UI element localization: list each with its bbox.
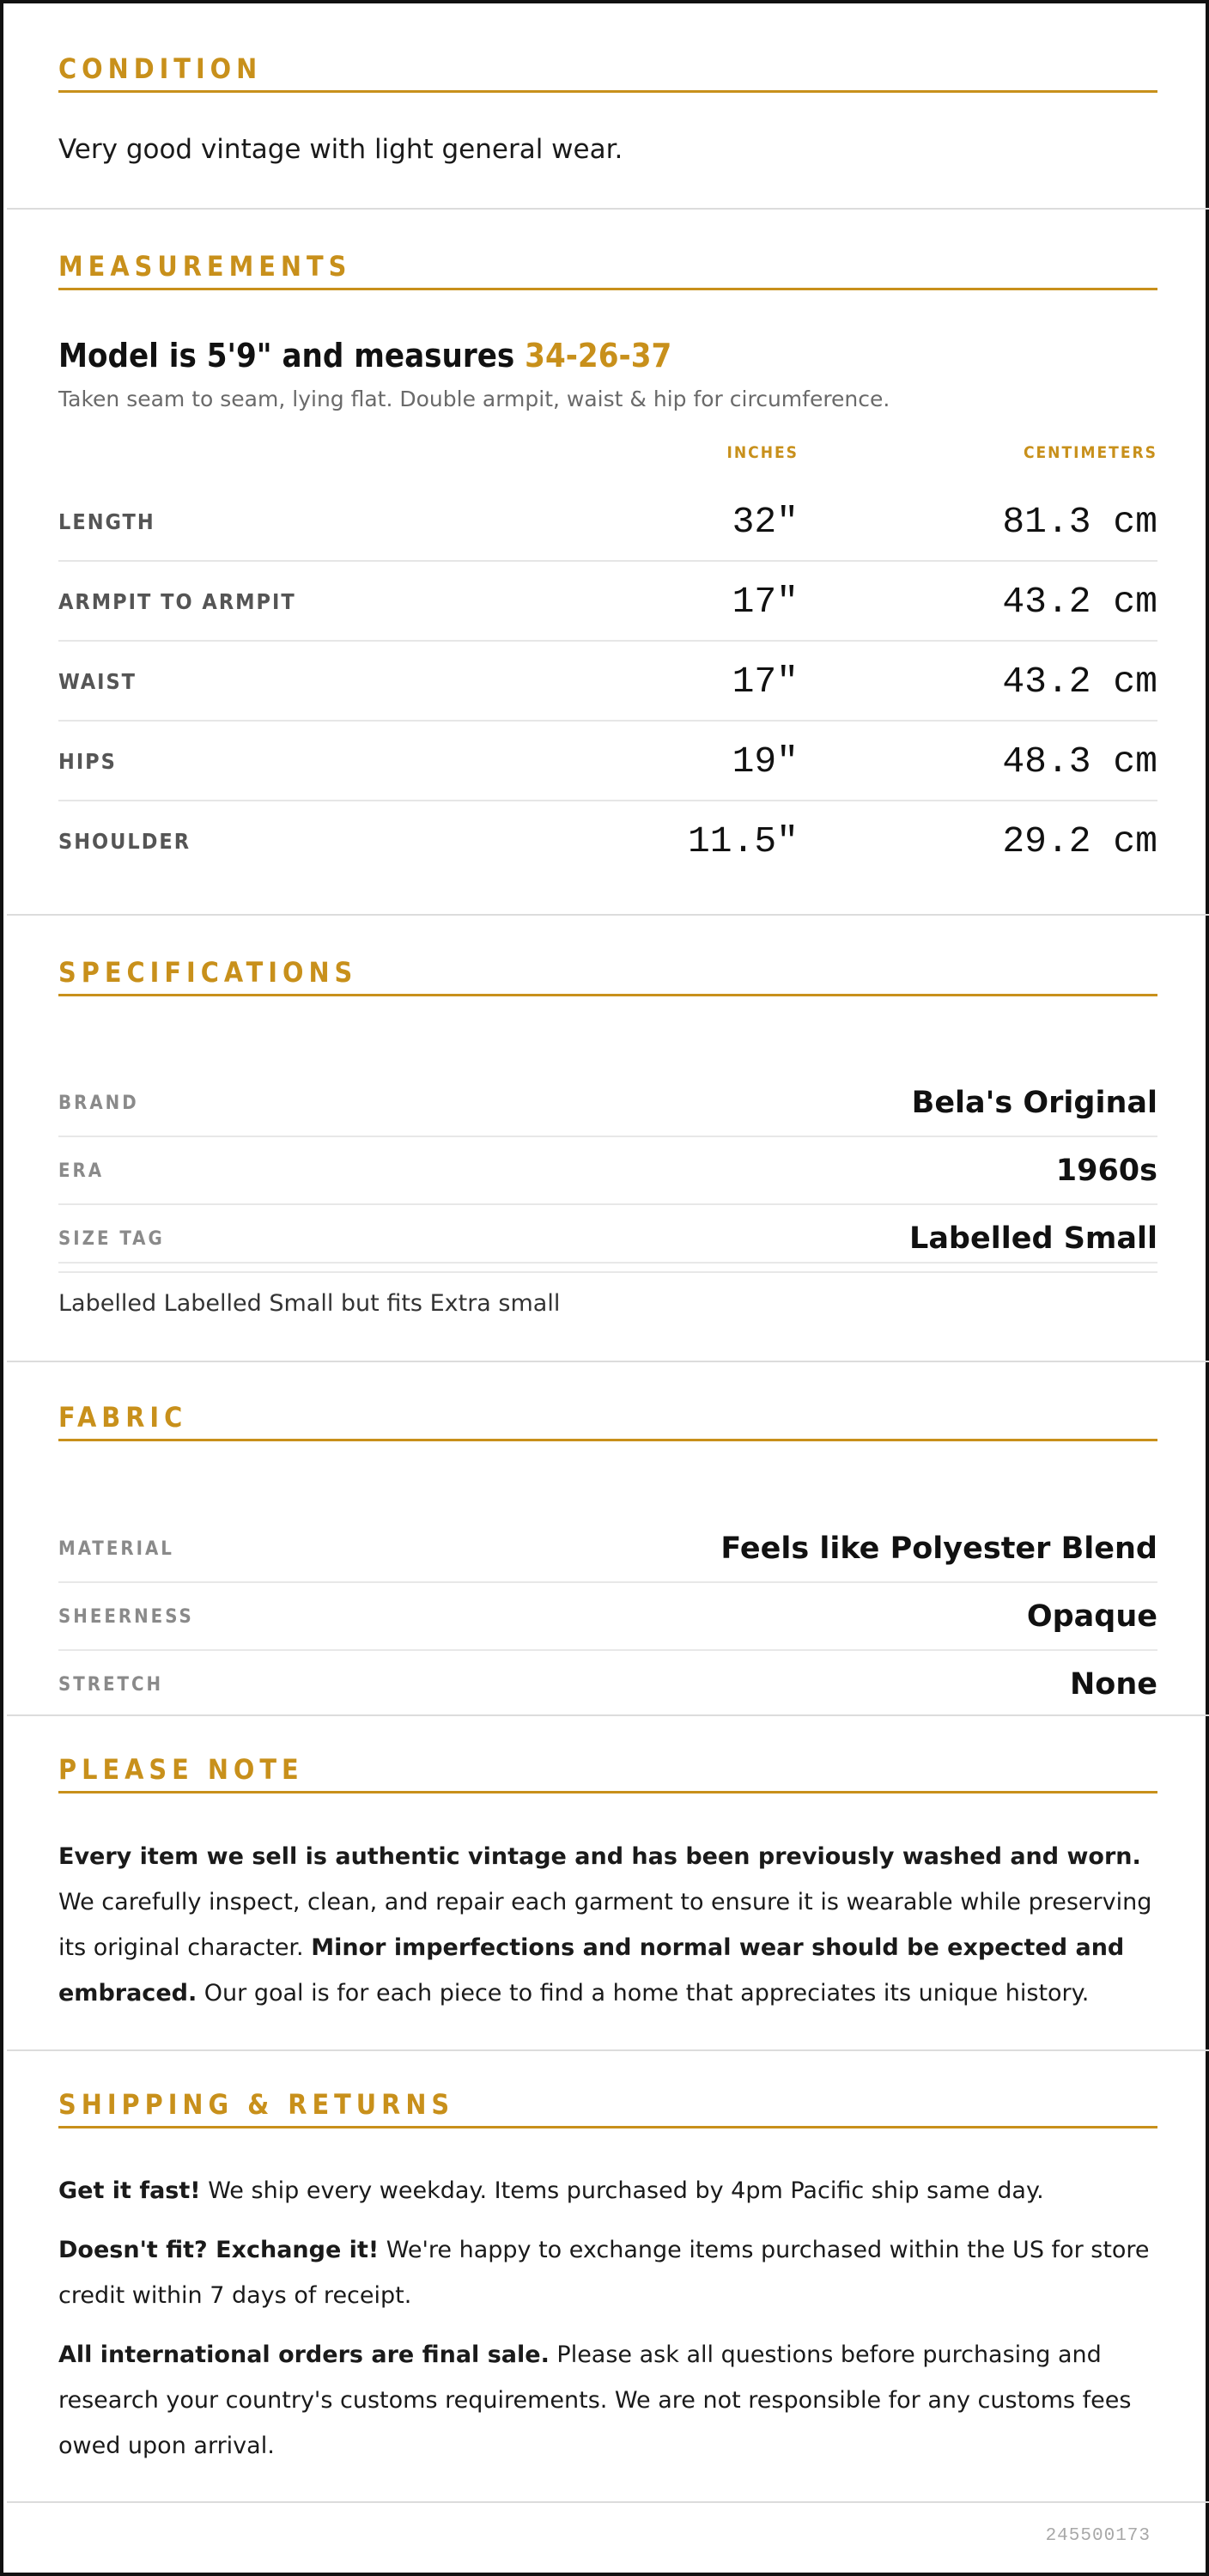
measurement-cm: 29.2 cm — [1002, 820, 1157, 862]
condition-heading: CONDITION — [58, 50, 1157, 93]
column-header-inches: INCHES — [726, 443, 799, 462]
please-note-bold-2: Minor imperfections and normal wear should be expected and embraced. — [58, 1934, 1125, 2007]
fabric-value: Feels like Polyester Blend — [720, 1532, 1157, 1566]
please-note-section — [7, 1716, 1209, 2051]
shipping-bold-2: Doesn't fit? Exchange it! — [58, 2237, 380, 2263]
measurement-inches: 17" — [732, 661, 799, 703]
fabric-value: Opaque — [1026, 1599, 1157, 1634]
shipping-heading: SHIPPING & RETURNS — [58, 2086, 1157, 2128]
please-note-text-2: Our goal is for each piece to find a home that appreciates its unique history. — [197, 1980, 1090, 2007]
measurement-row-length — [58, 482, 1157, 562]
measurement-row-armpit — [58, 562, 1157, 642]
measurement-label: HIPS — [58, 749, 117, 774]
shipping-paragraph-2 — [58, 2227, 1157, 2318]
measurement-label: SHOULDER — [58, 829, 191, 854]
spec-label: ERA — [58, 1160, 105, 1182]
fabric-row-stretch — [58, 1651, 1157, 1719]
specifications-section — [7, 916, 1209, 1362]
measurement-inches: 32" — [732, 501, 799, 543]
shipping-paragraph-3 — [58, 2332, 1157, 2469]
measurement-inches: 19" — [732, 740, 799, 783]
spec-label: BRAND — [58, 1093, 139, 1114]
measurements-subtitle: Taken seam to seam, lying flat. Double armpit, waist & hip for circumference. — [58, 387, 890, 411]
shipping-text-2: We're happy to exchange items purchased within the US for store credit within 7 days of receipt. — [58, 2237, 1150, 2309]
spec-value: Bela's Original — [911, 1086, 1157, 1120]
please-note-text-1: We carefully inspect, clean, and repair each garment to ensure it is wearable while preserving its original character. — [58, 1889, 1152, 1961]
shipping-text-1: We ship every weekday. Items purchased by 4pm Pacific ship same day. — [200, 2177, 1044, 2204]
measurement-label: ARMPIT TO ARMPIT — [58, 589, 296, 614]
fabric-heading: FABRIC — [58, 1398, 1157, 1441]
spec-label: SIZE TAG — [58, 1228, 165, 1250]
fabric-label: STRETCH — [58, 1674, 164, 1696]
fabric-section — [7, 1362, 1209, 1716]
fabric-row-sheerness — [58, 1583, 1157, 1651]
shipping-text-3: Please ask all questions before purchasing and research your country's customs requirements. We are not responsible for any customs fees owed upon arrival. — [58, 2342, 1132, 2459]
measurement-label: LENGTH — [58, 509, 155, 534]
shipping-section — [7, 2051, 1209, 2503]
spec-divider — [58, 1262, 1157, 1264]
please-note-heading: PLEASE NOTE — [58, 1751, 1157, 1793]
measurement-inches: 17" — [732, 581, 799, 623]
measurement-cm: 48.3 cm — [1002, 740, 1157, 783]
measurement-row-hips — [58, 722, 1157, 801]
fabric-label: SHEERNESS — [58, 1606, 194, 1628]
fabric-value: None — [1070, 1667, 1157, 1702]
model-prefix: Model is 5'9" and measures — [58, 337, 526, 375]
specifications-heading: SPECIFICATIONS — [58, 953, 1157, 996]
please-note-text — [58, 1834, 1157, 2016]
spec-row-brand — [58, 1069, 1157, 1137]
condition-text: Very good vintage with light general wear. — [58, 134, 623, 165]
measurement-label: WAIST — [58, 669, 137, 694]
measurement-inches: 11.5" — [687, 820, 799, 862]
model-numbers: 34-26-37 — [525, 337, 672, 375]
measurements-heading: MEASUREMENTS — [58, 247, 1157, 290]
shipping-paragraph-1 — [58, 2168, 1157, 2214]
spec-value: 1960s — [1055, 1154, 1157, 1188]
spec-value: Labelled Small — [909, 1221, 1157, 1256]
condition-section — [7, 7, 1209, 210]
measurements-section — [7, 210, 1209, 916]
shipping-bold-1: Get it fast! — [58, 2177, 201, 2204]
measurement-cm: 43.2 cm — [1002, 581, 1157, 623]
please-note-bold-1: Every item we sell is authentic vintage and has been previously washed and worn. — [58, 1843, 1141, 1870]
measurement-row-shoulder — [58, 801, 1157, 881]
model-measurements — [58, 337, 671, 375]
shipping-bold-3: All international orders are final sale. — [58, 2342, 550, 2368]
fabric-row-material — [58, 1515, 1157, 1583]
measurement-cm: 43.2 cm — [1002, 661, 1157, 703]
measurement-cm: 81.3 cm — [1002, 501, 1157, 543]
measurement-row-waist — [58, 642, 1157, 722]
column-header-centimeters: CENTIMETERS — [1023, 443, 1157, 462]
size-note: Labelled Labelled Small but fits Extra small — [58, 1290, 561, 1317]
item-id: 245500173 — [1045, 2526, 1151, 2546]
fabric-label: MATERIAL — [58, 1538, 174, 1560]
spec-row-era — [58, 1137, 1157, 1205]
